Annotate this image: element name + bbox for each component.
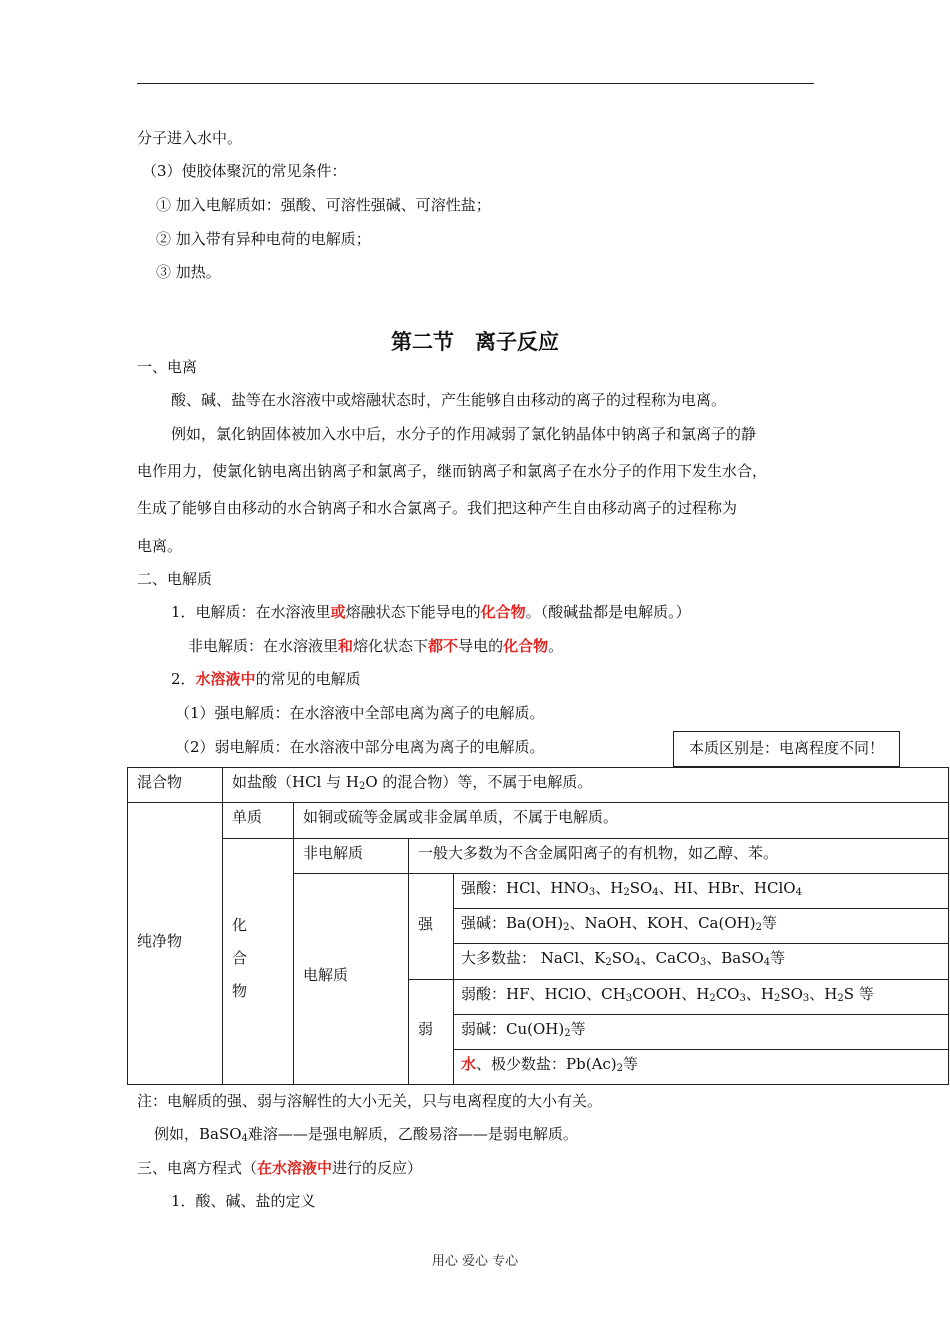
text: CO xyxy=(715,985,740,1003)
cell-pure: 纯净物 xyxy=(137,932,183,950)
text: 非电解质：在水溶液里 xyxy=(188,637,339,655)
classification-table xyxy=(127,767,949,1085)
cell-strong-base xyxy=(461,913,777,933)
table-rule xyxy=(408,979,949,980)
cell-weak-acid xyxy=(461,984,874,1004)
text: 等 xyxy=(570,1020,586,1038)
table-rule xyxy=(127,767,949,768)
text: 进行的反应） xyxy=(332,1159,423,1177)
text: 的常见的电解质 xyxy=(255,670,361,688)
text: 、H xyxy=(745,985,774,1003)
cell-electrolyte: 电解质 xyxy=(303,966,349,984)
cell-compound-1: 化 xyxy=(232,916,248,934)
table-rule xyxy=(222,838,949,839)
cell-mixture: 混合物 xyxy=(137,773,183,791)
subscript: 2 xyxy=(837,993,844,1004)
text: 例如，BaSO xyxy=(154,1125,242,1143)
text: 弱碱：Cu(OH) xyxy=(461,1020,565,1038)
highlight: 在水溶液中 xyxy=(257,1159,333,1177)
cell-weak-base xyxy=(461,1019,586,1039)
text: 大多数盐： NaCl、K xyxy=(461,949,606,967)
text: 等 xyxy=(761,914,777,932)
paragraph-line: 生成了能够自由移动的水合钠离子和水合氯离子。我们把这种产生自由移动离子的过程称为 xyxy=(137,499,738,517)
list-item: ③ 加热。 xyxy=(156,263,221,281)
text: 。 xyxy=(548,637,564,655)
table-rule xyxy=(948,767,949,1085)
text: S 等 xyxy=(843,985,874,1003)
subscript: 4 xyxy=(795,887,802,898)
table-rule xyxy=(293,802,294,1085)
text: 导电的 xyxy=(458,637,504,655)
table-rule xyxy=(222,767,223,1085)
subscript: 3 xyxy=(625,993,633,1004)
text: 强碱：Ba(OH) xyxy=(461,914,564,932)
cell-nonelectrolyte-desc: 一般大多数为不含金属阳离子的有机物，如乙醇、苯。 xyxy=(418,844,779,862)
text: 、H xyxy=(595,879,624,897)
highlight: 化合物 xyxy=(503,637,549,655)
paragraph-line: 电离。 xyxy=(137,537,183,555)
heading: 一、电离 xyxy=(137,358,198,376)
subscript: 3 xyxy=(588,887,596,898)
highlight: 都不 xyxy=(428,637,459,655)
table-rule xyxy=(127,1084,949,1085)
text: 、HI、HBr、HClO xyxy=(658,879,796,897)
table-rule xyxy=(127,767,128,1085)
definition-electrolyte xyxy=(171,602,691,622)
text: 。（酸碱盐都是电解质。） xyxy=(525,603,691,621)
table-rule xyxy=(453,873,454,1085)
list-item: （2）弱电解质：在水溶液中部分电离为离子的电解质。 xyxy=(175,738,545,756)
list-item: ① 加入电解质如：强酸、可溶性强碱、可溶性盐； xyxy=(156,196,491,214)
heading xyxy=(137,1158,422,1178)
cell-strong-acid xyxy=(461,878,802,898)
cell-weak: 弱 xyxy=(418,1020,434,1038)
subscript: 2 xyxy=(563,922,570,933)
cell-compound-2: 合 xyxy=(232,949,248,967)
table-rule xyxy=(453,943,949,944)
text-line: （3）使胶体聚沉的常见条件： xyxy=(142,162,347,180)
subscript: 2 xyxy=(358,781,366,792)
subscript: 2 xyxy=(773,993,781,1004)
subscript: 3 xyxy=(739,993,746,1004)
list-item: ② 加入带有异种电荷的电解质； xyxy=(156,230,371,248)
subscript: 2 xyxy=(564,1028,571,1039)
highlight: 和 xyxy=(338,637,354,655)
text: SO xyxy=(629,879,653,897)
text: 等 xyxy=(623,1055,639,1073)
subscript: 4 xyxy=(652,887,659,898)
cell-compound-3: 物 xyxy=(232,982,248,1000)
callout-box: 本质区别是：电离程度不同！ xyxy=(673,731,900,767)
text: COOH、H xyxy=(632,985,710,1003)
subscript: 2 xyxy=(755,922,762,933)
text: SO xyxy=(611,949,635,967)
header-rule xyxy=(137,83,814,84)
text: 强酸：HCl、HNO xyxy=(461,879,589,897)
highlight: 水溶液中 xyxy=(195,670,256,688)
cell-element-desc: 如铜或硫等金属或非金属单质，不属于电解质。 xyxy=(303,808,619,826)
paragraph-line: 酸、碱、盐等在水溶液中或熔融状态时，产生能够自由移动的离子的过程称为电离。 xyxy=(171,391,727,409)
cell-element: 单质 xyxy=(232,808,263,826)
subscript: 4 xyxy=(241,1133,248,1144)
cell-water-salts xyxy=(461,1054,638,1074)
text: 熔化状态下 xyxy=(353,637,429,655)
table-rule xyxy=(453,1014,949,1015)
text: 、极少数盐：Pb(Ac) xyxy=(476,1055,617,1073)
subscript: 3 xyxy=(802,993,810,1004)
text: 难溶——是强电解质，乙酸易溶——是弱电解质。 xyxy=(247,1125,578,1143)
text: 1．电解质：在水溶液里 xyxy=(171,603,331,621)
text: 如盐酸（HCl 与 H xyxy=(232,773,359,791)
definition-nonelectrolyte xyxy=(188,636,563,656)
subscript: 2 xyxy=(605,957,612,968)
subscript: 2 xyxy=(709,993,716,1004)
table-rule xyxy=(127,802,949,803)
cell-salts xyxy=(461,948,785,968)
text: 弱酸：HF、HClO、CH xyxy=(461,985,626,1003)
table-rule xyxy=(408,838,409,1085)
cell-mixture-desc xyxy=(232,772,592,792)
text: 、CaCO xyxy=(640,949,700,967)
cell-strong: 强 xyxy=(418,915,434,933)
paragraph-line: 电作用力，使氯化钠电离出钠离子和氯离子，继而钠离子和氯离子在水分子的作用下发生水合， xyxy=(137,462,768,480)
table-rule xyxy=(453,1049,949,1050)
subscript: 4 xyxy=(634,957,641,968)
highlight: 化合物 xyxy=(480,603,526,621)
list-item: （1）强电解质：在水溶液中全部电离为离子的电解质。 xyxy=(175,704,545,722)
text: 三、电离方程式（ xyxy=(137,1159,258,1177)
subscript: 3 xyxy=(699,957,707,968)
text: 、BaSO xyxy=(706,949,764,967)
note-line: 注：电解质的强、弱与溶解性的大小无关，只与电离程度的大小有关。 xyxy=(137,1092,603,1110)
highlight: 水 xyxy=(461,1055,477,1073)
subscript: 2 xyxy=(623,887,630,898)
subscript: 2 xyxy=(616,1063,624,1074)
table-rule xyxy=(453,908,949,909)
highlight: 或 xyxy=(330,603,346,621)
cell-nonelectrolyte: 非电解质 xyxy=(303,844,364,862)
section-title: 第二节 离子反应 xyxy=(391,330,559,354)
text-line: 分子进入水中。 xyxy=(137,129,243,147)
page-footer: 用心 爱心 专心 xyxy=(431,1254,519,1269)
text: 2． xyxy=(171,670,196,688)
subscript: 4 xyxy=(763,957,771,968)
text: 熔融状态下能导电的 xyxy=(345,603,481,621)
paragraph-line: 例如，氯化钠固体被加入水中后，水分子的作用减弱了氯化钠晶体中钠离子和氯离子的静 xyxy=(171,425,757,443)
text: O 的混合物）等，不属于电解质。 xyxy=(365,773,593,791)
subheading: 1．酸、碱、盐的定义 xyxy=(171,1192,316,1210)
text: 、NaOH、KOH、Ca(OH) xyxy=(569,914,756,932)
text: SO xyxy=(780,985,803,1003)
subheading xyxy=(171,669,361,689)
heading: 二、电解质 xyxy=(137,570,213,588)
note-line xyxy=(154,1124,578,1144)
text: 、H xyxy=(809,985,838,1003)
table-rule xyxy=(293,873,949,874)
text: 等 xyxy=(770,949,786,967)
